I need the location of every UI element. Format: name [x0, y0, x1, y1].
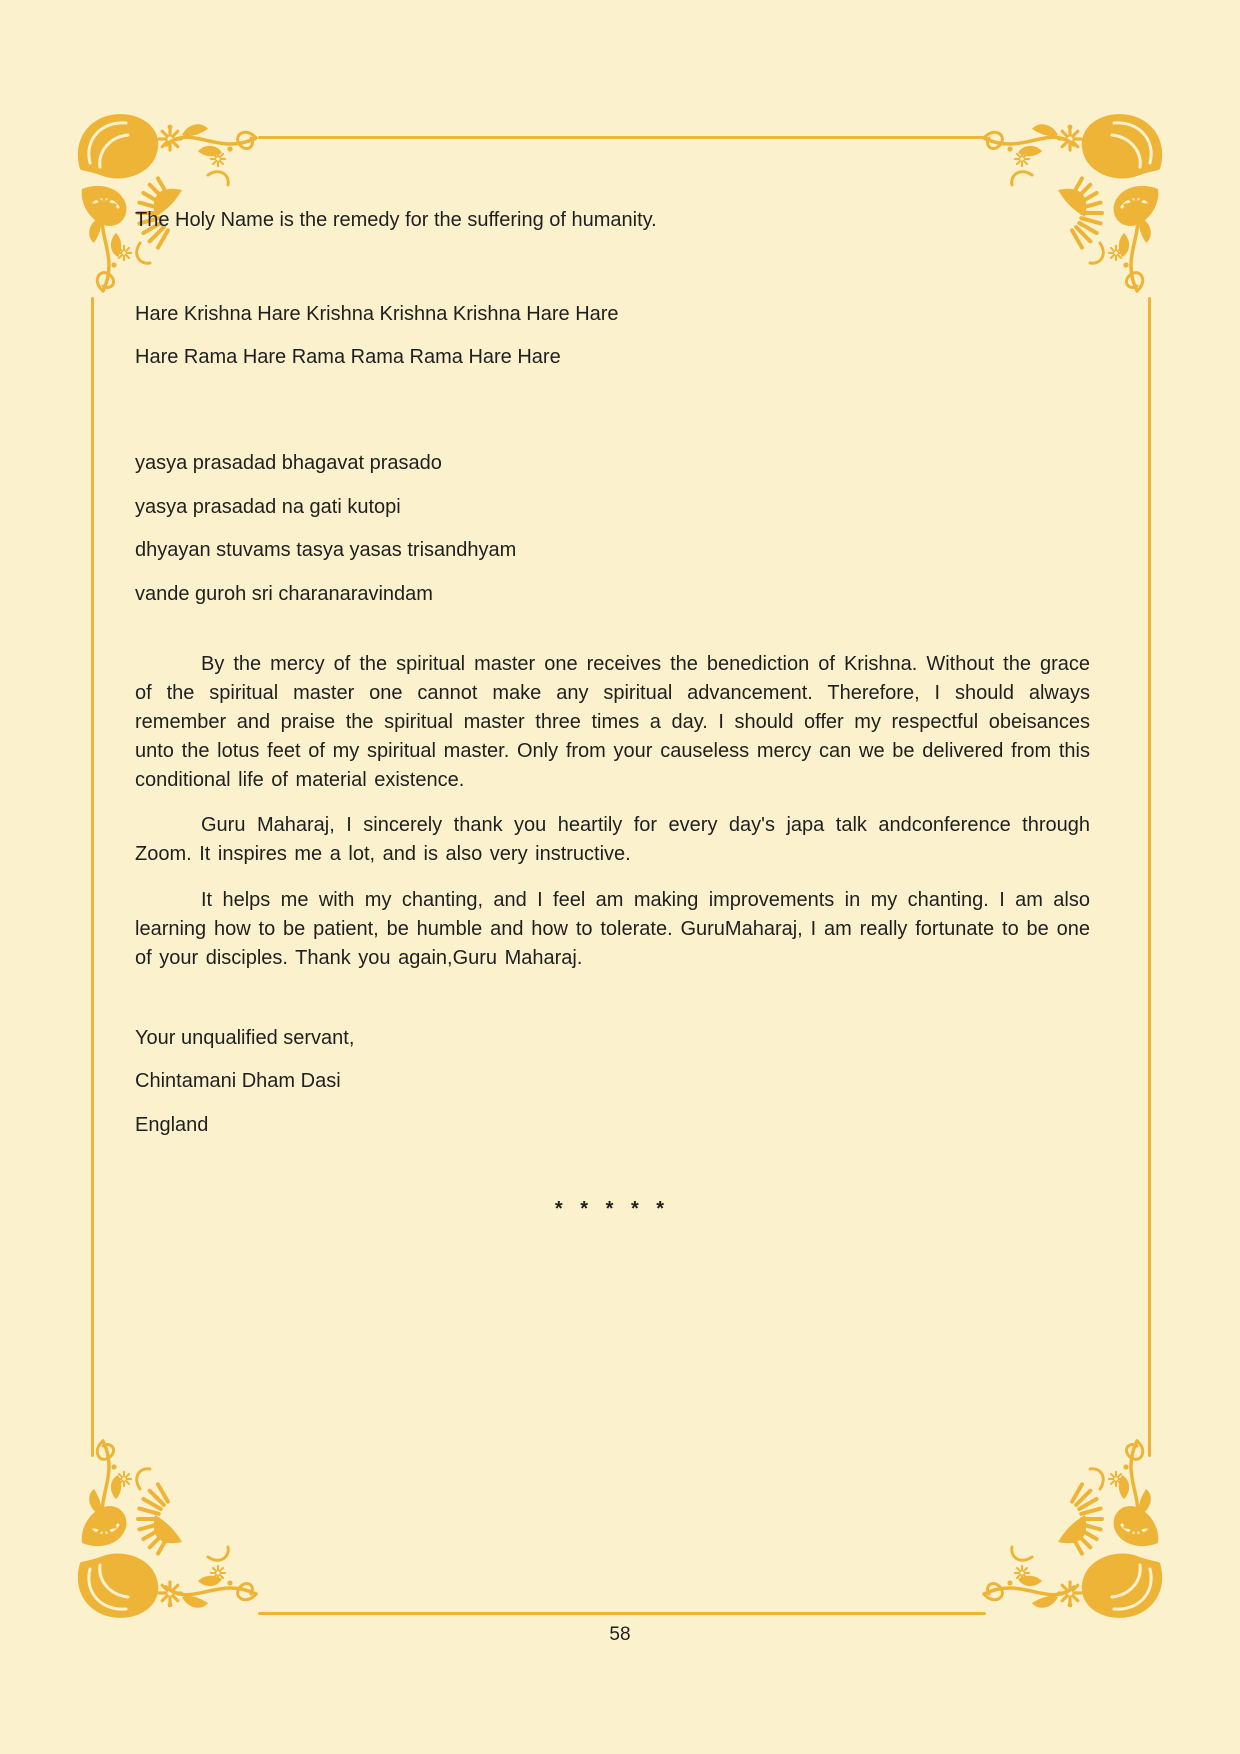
verse-line-3: dhyayan stuvams tasya yasas trisandhyam	[135, 539, 517, 561]
verse-line-1: yasya prasadad bhagavat prasado	[135, 452, 442, 474]
asterisk-divider: * * * * *	[554, 1198, 671, 1220]
verse-line-4: vande guroh sri charanaravindam	[135, 583, 433, 605]
frame-left-line	[91, 297, 94, 1457]
paragraph-2: Guru Maharaj, I sincerely thank you heartily for every day's japa talk andconference through Zoom. It inspires me a lot, and is also very instructive.	[135, 814, 1090, 865]
floral-flourish-icon	[980, 1437, 1170, 1627]
verse-line-2: yasya prasadad na gati kutopi	[135, 496, 401, 518]
frame-bottom-line	[258, 1612, 986, 1615]
signature-line-2: Chintamani Dham Dasi	[135, 1070, 341, 1092]
opening-line: The Holy Name is the remedy for the suffering of humanity.	[135, 209, 657, 231]
paragraph-3: It helps me with my chanting, and I feel am making improvements in my chanting. I am also learning how to be patient, be humble and how to tolerate. GuruMaharaj, I am really fortunate to be one of your disciples. Thank you again,Guru Maharaj.	[135, 889, 1090, 969]
signature-line-3: England	[135, 1114, 209, 1136]
frame-right-line	[1148, 297, 1151, 1457]
corner-ornament-bottom-right	[980, 1437, 1170, 1627]
floral-flourish-icon	[70, 1437, 260, 1627]
page-number: 58	[609, 1624, 631, 1645]
letter-body	[135, 0, 1090, 1222]
paragraph-1: By the mercy of the spiritual master one receives the benediction of Krishna. Without the grace of the spiritual master one cannot make any spiritual advancement. Therefore, I should always remember and praise the spiritual master three times a day. I should offer my respectful obeisances unto the lotus feet of my spiritual master. Only from your causeless mercy can we be delivered from this conditional life of material existence.	[135, 653, 1090, 791]
corner-ornament-bottom-left	[70, 1437, 260, 1627]
mantra-line-1: Hare Krishna Hare Krishna Krishna Krishna Hare Hare	[135, 303, 619, 325]
mantra-line-2: Hare Rama Hare Rama Rama Rama Hare Hare	[135, 346, 561, 368]
signature-line-1: Your unqualified servant,	[135, 1027, 355, 1049]
